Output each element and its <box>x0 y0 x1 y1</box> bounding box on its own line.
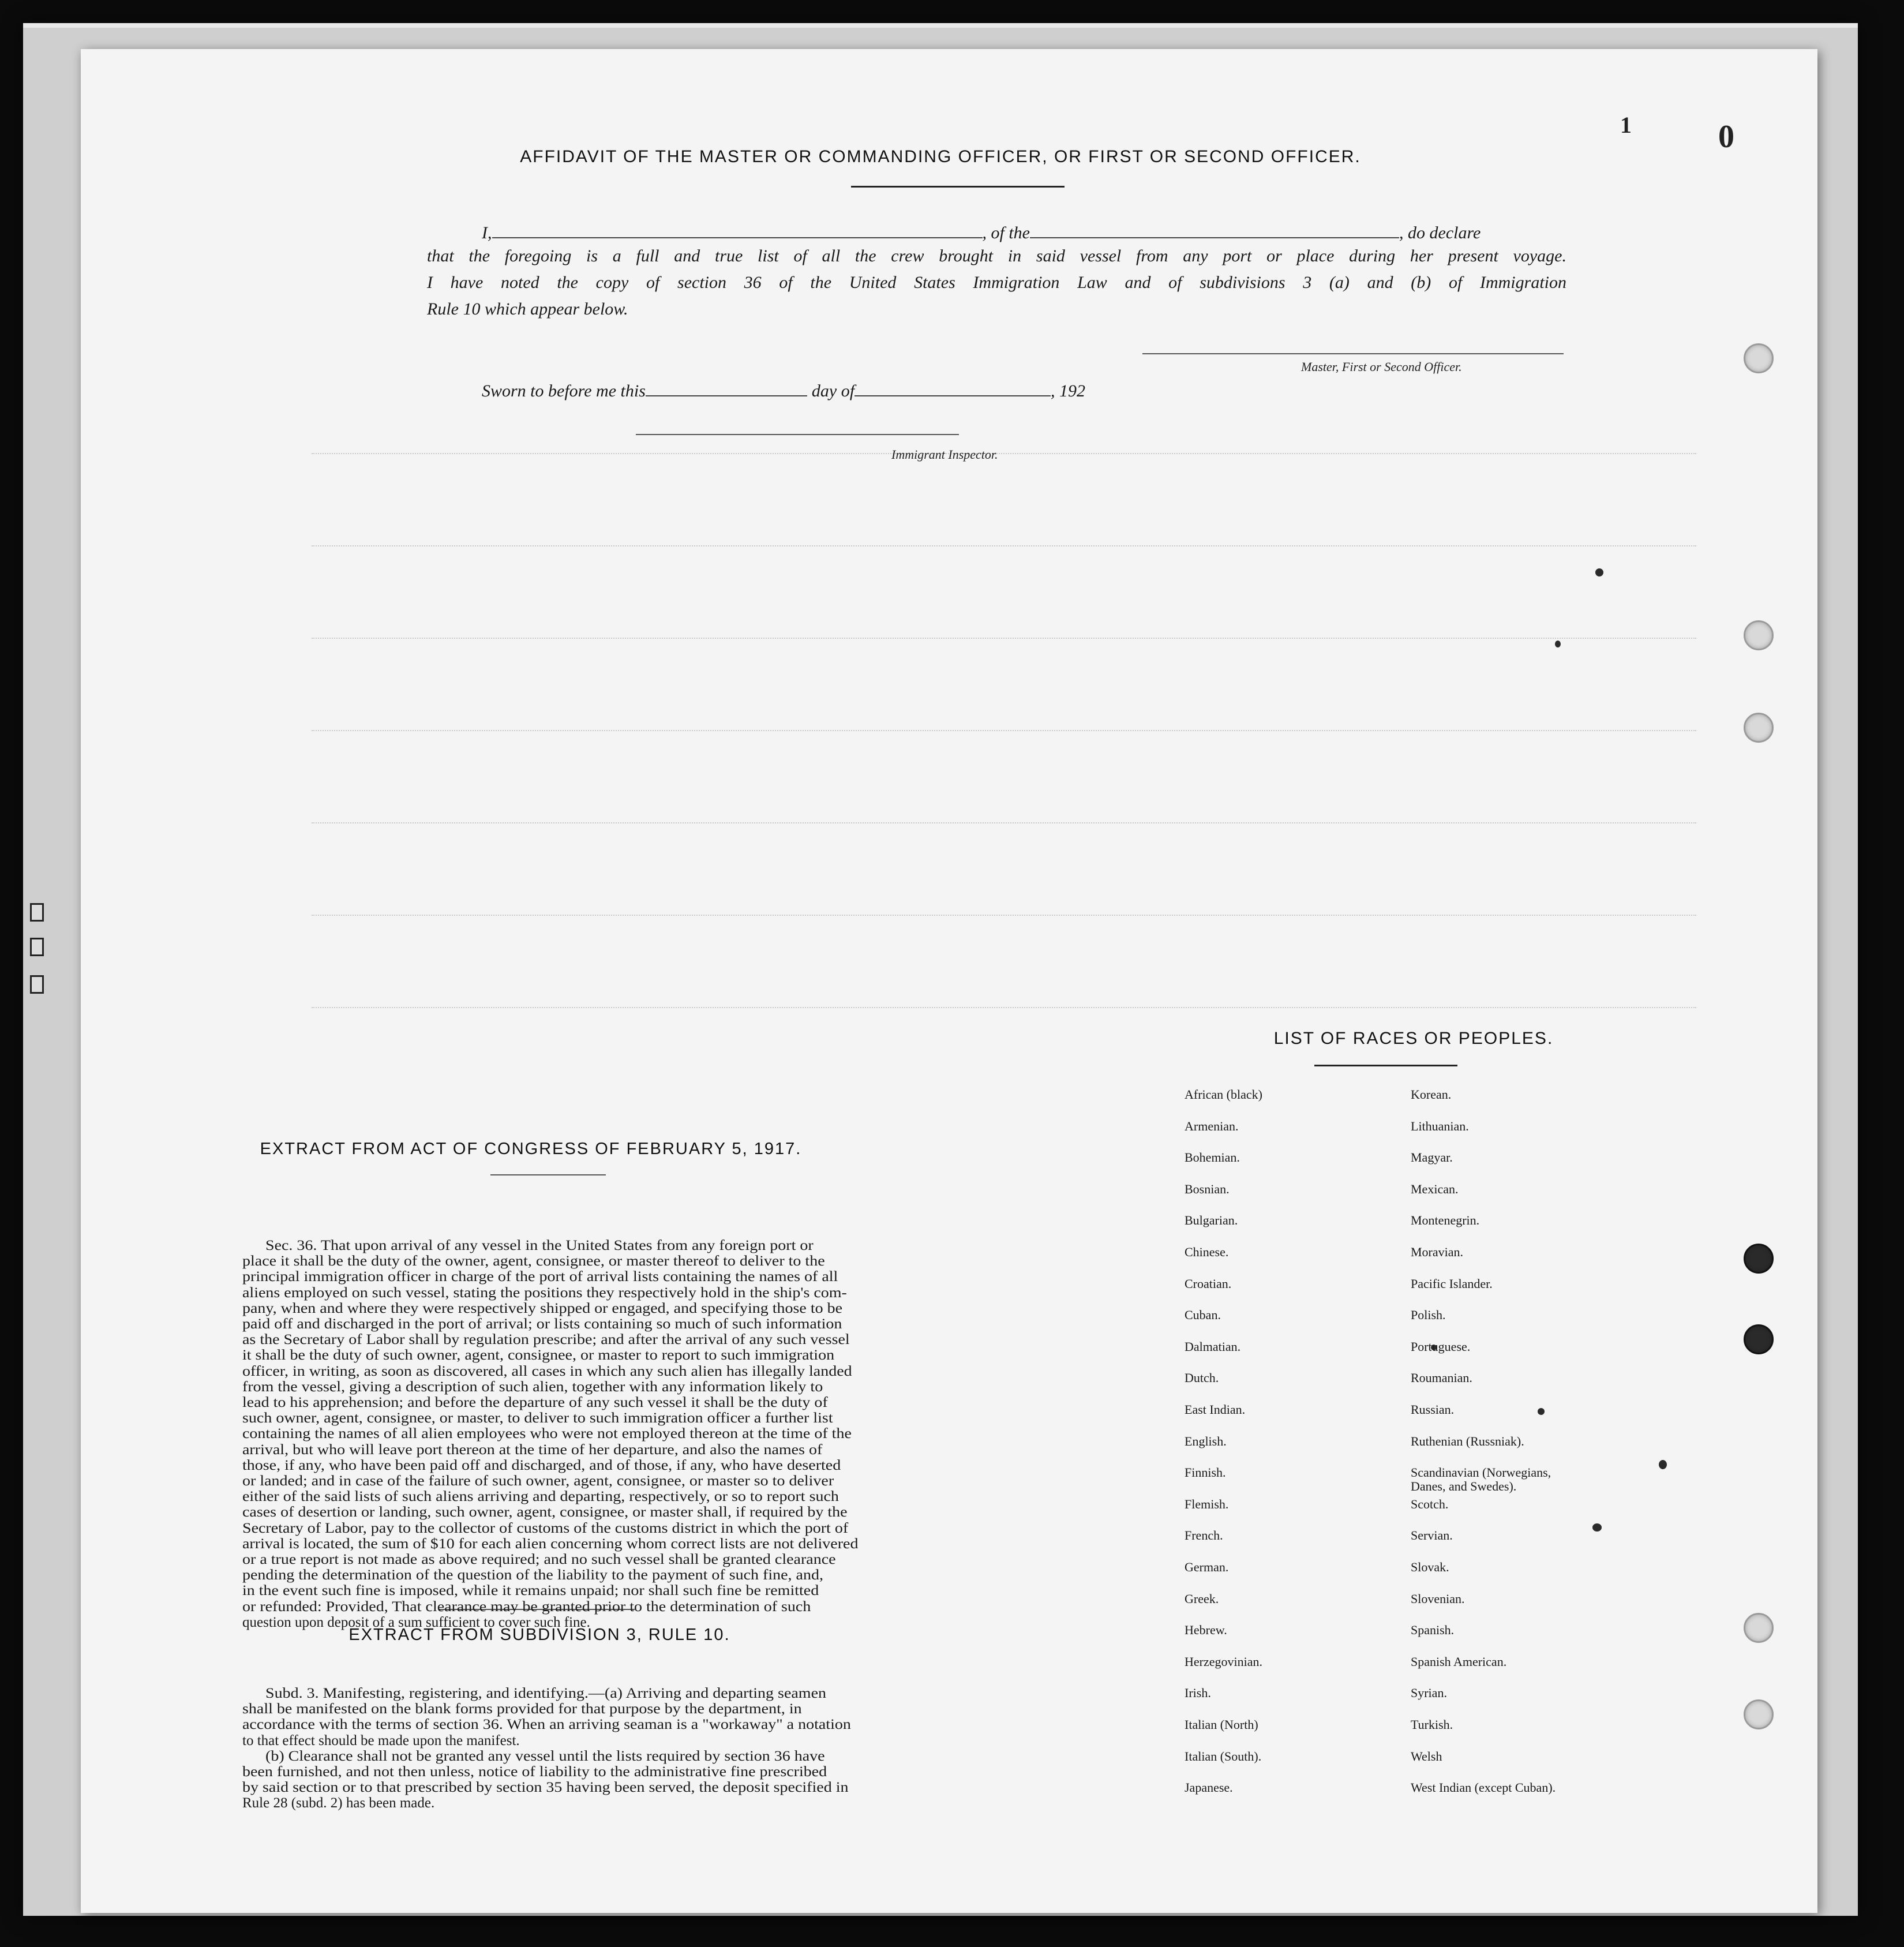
race-item: Pacific Islander. <box>1411 1276 1493 1291</box>
race-item: East Indian. <box>1185 1402 1246 1417</box>
margin-tick <box>30 938 44 956</box>
master-signature-caption: Master, First or Second Officer. <box>1301 360 1462 374</box>
race-item: Welsh <box>1411 1748 1442 1763</box>
ink-spot <box>1595 568 1603 576</box>
vessel-name-field[interactable] <box>1030 220 1399 238</box>
ink-spot <box>1555 641 1561 647</box>
act-extract-line: or refunded: Provided, That clearance may be granted prior to the determination of such <box>242 1598 811 1615</box>
race-item: Bulgarian. <box>1185 1213 1238 1228</box>
rule-extract-line: Rule 28 (subd. 2) has been made. <box>242 1795 435 1811</box>
race-item: Servian. <box>1411 1528 1453 1543</box>
race-item: Irish. <box>1185 1686 1211 1701</box>
affidavit-do-declare: , do declare <box>1399 223 1481 242</box>
act-extract-line: it shall be the duty of such owner, agent, consignee, or master to report to such immigration <box>242 1347 835 1364</box>
master-name-field[interactable] <box>492 220 983 238</box>
race-item: Russian. <box>1411 1402 1455 1417</box>
affidavit-text-line-3: I have noted the copy of section 36 of the United States Immigration Law and of subdivisions 3 (a) and (b) of Immigration <box>427 273 1566 292</box>
race-item: West Indian (except Cuban). <box>1411 1780 1556 1795</box>
affidavit-heading: AFFIDAVIT OF THE MASTER OR COMMANDING OFFICER, OR FIRST OR SECOND OFFICER. <box>520 147 1361 166</box>
race-item: Polish. <box>1411 1308 1446 1323</box>
punch-hole <box>1744 1613 1774 1643</box>
act-extract-line: pending the determination of the question of the liability to the payment of such fine, and, <box>242 1567 823 1583</box>
punch-hole <box>1744 1244 1774 1274</box>
race-item: Magyar. <box>1411 1150 1453 1165</box>
punch-hole <box>1744 620 1774 650</box>
affidavit-text-line-4: Rule 10 which appear below. <box>427 299 628 319</box>
act-extract-line: from the vessel, giving a description of such alien, together with any information likely to <box>242 1379 823 1395</box>
affidavit-heading-rule <box>851 186 1065 188</box>
ink-spot <box>1659 1460 1667 1469</box>
race-item: Slovenian. <box>1411 1591 1465 1606</box>
race-item: Scandinavian (Norwegians, Danes, and Swedes). <box>1411 1465 1551 1494</box>
act-extract-line: as the Secretary of Labor shall by regulation prescribe; and after the arrival of any such vessel <box>242 1332 850 1348</box>
rule-extract-line: Subd. 3. Manifesting, registering, and identifying.—(a) Arriving and departing seamen <box>265 1686 827 1701</box>
rule-extract-line: been furnished, and not then unless, notice of liability to the administrative fine prescribed <box>242 1764 827 1780</box>
punch-hole <box>1744 1324 1774 1354</box>
rule-extract-line: (b) Clearance shall not be granted any vessel until the lists required by section 36 have <box>265 1748 825 1764</box>
act-extract-line: Sec. 36. That upon arrival of any vessel in the United States from any foreign port or <box>265 1238 814 1253</box>
rule-extract-line: to that effect should be made upon the manifest. <box>242 1732 520 1748</box>
master-signature-line[interactable] <box>1142 353 1564 354</box>
sworn-month-field[interactable] <box>854 378 1051 396</box>
act-extract-rule <box>490 1174 606 1175</box>
act-extract-line: in the event such fine is imposed, while it remains unpaid; nor shall such fine be remitted <box>242 1583 819 1599</box>
affidavit-of-the: , of the <box>982 223 1030 242</box>
affidavit-i: I, <box>482 223 492 242</box>
punch-hole <box>1744 343 1774 373</box>
ghost-row <box>312 453 1696 454</box>
act-extract-line: arrival is located, the sum of $10 for each alien concerning whom correct lists are not delivered <box>242 1536 859 1552</box>
sworn-year: , 192 <box>1051 381 1086 400</box>
race-item: Flemish. <box>1185 1496 1229 1511</box>
punch-hole <box>1744 1699 1774 1729</box>
act-extract-line: paid off and discharged in the port of arrival; or lists containing so much of such information <box>242 1316 842 1332</box>
race-item: Japanese. <box>1185 1780 1233 1795</box>
race-item: Scotch. <box>1411 1496 1449 1511</box>
race-item: Roumanian. <box>1411 1371 1472 1386</box>
act-extract-line: question upon deposit of a sum sufficient to cover such fine. <box>242 1614 590 1630</box>
race-item: Dutch. <box>1185 1371 1219 1386</box>
ink-spot <box>1538 1408 1545 1415</box>
ghost-row <box>312 545 1696 546</box>
inspector-signature-caption: Immigrant Inspector. <box>891 447 998 462</box>
act-extract-line: place it shall be the duty of the owner, agent, consignee, or master thereof to deliver to the <box>242 1253 825 1270</box>
race-item: Mexican. <box>1411 1181 1459 1196</box>
race-item: Cuban. <box>1185 1308 1221 1323</box>
act-extract-line: such owner, agent, consignee, or master, to deliver to such immigration officer a further list <box>242 1410 833 1426</box>
race-item: Herzegovinian. <box>1185 1654 1262 1669</box>
back-sheet-edge <box>23 23 1858 28</box>
race-item: Finnish. <box>1185 1465 1226 1480</box>
act-extract-line: Secretary of Labor, pay to the collector of customs of the customs district in which the port of <box>242 1520 849 1536</box>
act-extract-line: arrival, but who will leave port thereon at the time of her departure, and also the names of <box>242 1441 823 1458</box>
punch-hole <box>1744 713 1774 743</box>
affidavit-text-line-2: that the foregoing is a full and true list of all the crew brought in said vessel from any port or place during her present voyage. <box>427 246 1566 265</box>
race-item: Bosnian. <box>1185 1181 1230 1196</box>
race-item: Croatian. <box>1185 1276 1232 1291</box>
margin-tick <box>30 903 44 922</box>
race-item: Lithuanian. <box>1411 1118 1469 1133</box>
inspector-signature-line[interactable] <box>636 434 959 435</box>
ghost-row <box>312 822 1696 823</box>
races-heading-rule <box>1314 1065 1457 1066</box>
act-extract-line: or landed; and in case of the failure of such owner, agent, consignee, or master so to deliver <box>242 1473 834 1489</box>
race-item: Ruthenian (Russniak). <box>1411 1433 1524 1448</box>
race-item: Spanish. <box>1411 1623 1455 1638</box>
race-item: African (black) <box>1185 1087 1262 1102</box>
race-item: German. <box>1185 1560 1229 1574</box>
race-item: Dalmatian. <box>1185 1339 1241 1354</box>
act-extract-line: lead to his apprehension; and before the departure of any such vessel it shall be the duty of <box>242 1395 828 1410</box>
page-corner-mark: 0 <box>1718 119 1734 155</box>
ghost-row <box>312 915 1696 916</box>
race-item: Korean. <box>1411 1087 1452 1102</box>
race-item: Syrian. <box>1411 1686 1447 1701</box>
sworn-day-field[interactable] <box>646 378 807 396</box>
document-page <box>81 49 1817 1913</box>
race-item: Turkish. <box>1411 1717 1453 1732</box>
sworn-prefix: Sworn to before me this <box>482 381 646 400</box>
race-item: English. <box>1185 1433 1227 1448</box>
act-extract-line: pany, when and where they were respectively shipped or engaged, and specifying those to be <box>242 1300 843 1316</box>
affidavit-declaration-line <box>482 220 1481 243</box>
race-item: Bohemian. <box>1185 1150 1240 1165</box>
act-extract-line: cases of desertion or landing, such owner, agent, consignee, or master shall, if required by the <box>242 1504 848 1521</box>
ghost-row <box>312 638 1696 639</box>
rule-extract-line: accordance with the terms of section 36. When an arriving seaman is a "workaway" a notation <box>242 1717 851 1733</box>
race-item: Greek. <box>1185 1591 1219 1606</box>
act-extract-line: aliens employed on such vessel, stating the positions they respectively hold in the ship's com- <box>242 1285 847 1301</box>
rule-extract-line: by said section or to that prescribed by section 35 having been served, the deposit specified in <box>242 1780 849 1796</box>
sworn-day-of: day of <box>811 381 855 400</box>
act-extract-line: principal immigration officer in charge of the port of arrival lists containing the names of all <box>242 1269 838 1285</box>
rule-extract-line: shall be manifested on the blank forms provided for that purpose by the department, in <box>242 1701 802 1717</box>
ink-spot <box>1592 1523 1602 1532</box>
act-extract-line: officer, in writing, as soon as discovered, all cases in which any such alien has illegally landed <box>242 1363 852 1379</box>
margin-tick <box>30 975 44 994</box>
left-margin-marks <box>30 58 70 1039</box>
rule-extract-heading: EXTRACT FROM SUBDIVISION 3, RULE 10. <box>348 1626 730 1644</box>
race-item: Montenegrin. <box>1411 1213 1480 1228</box>
act-extract-line: those, if any, who have been paid off and discharged, and of those, if any, who have deserted <box>242 1457 841 1473</box>
race-item: Italian (South). <box>1185 1748 1262 1763</box>
race-item: Moravian. <box>1411 1245 1464 1259</box>
race-item: Chinese. <box>1185 1245 1229 1259</box>
race-item: Armenian. <box>1185 1118 1239 1133</box>
act-extract-heading: EXTRACT FROM ACT OF CONGRESS OF FEBRUARY 5, 1917. <box>260 1140 802 1158</box>
page-corner-tick: 1 <box>1620 112 1632 138</box>
act-extract-line: or a true report is not made as above required; and no such vessel shall be granted clearance <box>242 1552 836 1567</box>
race-item: French. <box>1185 1528 1223 1543</box>
race-item: Hebrew. <box>1185 1623 1227 1638</box>
act-extract-line: either of the said lists of such aliens arriving and departing, respectively, or so to report such <box>242 1489 839 1505</box>
act-extract-line: containing the names of all alien employees who were not employed thereon at the time of the <box>242 1426 852 1442</box>
race-item: Portuguese. <box>1411 1339 1471 1354</box>
race-item: Spanish American. <box>1411 1654 1507 1669</box>
sworn-line <box>482 378 1085 401</box>
ghost-row <box>312 730 1696 731</box>
ghost-row <box>312 1007 1696 1008</box>
race-item: Italian (North) <box>1185 1717 1258 1732</box>
race-item: Slovak. <box>1411 1560 1449 1574</box>
races-heading: LIST OF RACES OR PEOPLES. <box>1273 1029 1554 1048</box>
